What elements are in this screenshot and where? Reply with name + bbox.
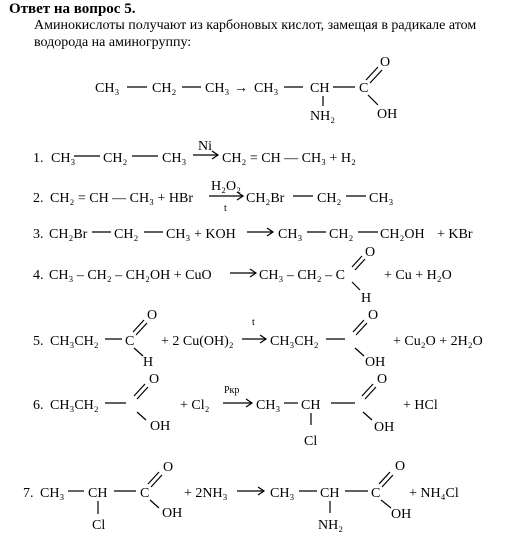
aldehyde-o: O xyxy=(365,245,376,260)
double-bond-line xyxy=(133,320,144,332)
chloro: Cl xyxy=(92,518,106,533)
carbonyl-c: C xyxy=(140,486,150,501)
double-bond-line xyxy=(365,387,376,399)
product: CH₂ xyxy=(317,191,342,206)
reaction-3 xyxy=(33,227,473,242)
scheme-ch2: CH₂ xyxy=(152,81,177,96)
reactant: CH₃CH₂ xyxy=(50,334,99,349)
chloro: Cl xyxy=(304,434,318,449)
scheme-o: O xyxy=(380,55,391,70)
reactant: CH₃ xyxy=(51,151,76,166)
reaction-1 xyxy=(33,139,356,166)
product: CH₃ xyxy=(270,486,295,501)
aldehyde-h: H xyxy=(143,355,154,370)
reaction-6 xyxy=(33,372,438,449)
reagent: + Cl₂ xyxy=(180,398,210,413)
acid-o: O xyxy=(395,459,406,474)
double-bond-line xyxy=(137,387,148,399)
reactant: CH xyxy=(88,486,108,501)
aldehyde-h: H xyxy=(361,291,372,306)
double-bond-line xyxy=(366,67,378,80)
reagent: + 2NH₃ xyxy=(184,486,228,501)
double-bond-line xyxy=(353,320,364,332)
condition: Pкр xyxy=(224,385,240,396)
byproduct: + NH₄Cl xyxy=(409,486,459,501)
acid-o: O xyxy=(149,372,160,387)
double-bond-line xyxy=(148,472,159,484)
double-bond-line xyxy=(151,475,162,487)
reactants: CH₃ – CH₂ – CH₂OH + CuO xyxy=(49,268,212,283)
condition: t xyxy=(252,317,255,328)
product: CH₃ xyxy=(278,227,303,242)
product: CH₃CH₂ xyxy=(270,334,319,349)
acid-oh: OH xyxy=(162,506,183,521)
reactants: CH₂ = CH — CH₃ + HBr xyxy=(50,191,194,206)
bond-line xyxy=(150,500,159,508)
product: CH₃ xyxy=(256,398,281,413)
reaction-number: 1. xyxy=(33,151,44,166)
double-bond-line xyxy=(352,256,362,267)
product: CH₃ – CH₂ – C xyxy=(259,268,345,283)
acid-o: O xyxy=(368,308,379,323)
condition: Ni xyxy=(198,139,212,154)
bond-line xyxy=(363,412,372,420)
intro-paragraph: Аминокислоты получают из карбоновых кислот, замещая в радикале атом водорода на аминогруппу: xyxy=(34,18,477,50)
reactant: CH₃ xyxy=(40,486,65,501)
reaction-2 xyxy=(33,179,393,214)
product: CH₂ xyxy=(329,227,354,242)
double-bond-line xyxy=(362,384,373,396)
answer-heading: Ответ на вопрос 5. xyxy=(9,1,136,17)
double-bond-line xyxy=(136,323,147,335)
reaction-number: 6. xyxy=(33,398,44,413)
double-bond-line xyxy=(355,259,365,270)
double-bond-line xyxy=(382,475,393,487)
reaction-7 xyxy=(23,459,459,533)
reaction-number: 5. xyxy=(33,334,44,349)
acid-oh: OH xyxy=(150,419,171,434)
reactant: CH₃ xyxy=(162,151,187,166)
aldehyde-o: O xyxy=(147,308,158,323)
double-bond-line xyxy=(379,472,390,484)
acid-oh: OH xyxy=(365,355,386,370)
bond-line xyxy=(137,412,146,420)
scheme-arrow: → xyxy=(234,81,248,96)
reactant: CH₃CH₂ xyxy=(50,398,99,413)
condition: H₂O₂ xyxy=(211,179,241,194)
byproducts: + Cu + H₂O xyxy=(384,268,452,283)
acid-oh: OH xyxy=(391,507,412,522)
bond-line xyxy=(134,348,143,356)
scheme-ch3-3: CH₃ xyxy=(254,81,279,96)
scheme-ch3-2: CH₃ xyxy=(205,81,230,96)
byproduct: + KBr xyxy=(437,227,473,242)
bond-line xyxy=(355,348,364,356)
byproducts: + Cu₂O + 2H₂O xyxy=(393,334,483,349)
carbonyl-c: C xyxy=(371,486,381,501)
product: CH xyxy=(301,398,321,413)
reagent: + KOH xyxy=(194,227,236,242)
amino: NH₂ xyxy=(318,518,344,533)
condition: t xyxy=(224,203,227,214)
reactant: CH₂Br xyxy=(49,227,88,242)
scheme-c: C xyxy=(359,81,369,96)
general-scheme xyxy=(95,55,397,124)
acid-o: O xyxy=(163,460,174,475)
bond-line xyxy=(368,95,378,105)
reaction-number: 2. xyxy=(33,191,44,206)
bond-line xyxy=(352,282,360,290)
byproduct: + HCl xyxy=(403,398,438,413)
acid-o: O xyxy=(377,372,388,387)
bond-line xyxy=(381,500,391,508)
reactant: CH₂ xyxy=(103,151,128,166)
carbonyl-c: C xyxy=(125,334,135,349)
reaction-number: 3. xyxy=(33,227,44,242)
scheme-nh2: NH₂ xyxy=(310,109,336,124)
reaction-number: 4. xyxy=(33,268,44,283)
product: CH₂Br xyxy=(246,191,285,206)
double-bond-line xyxy=(134,384,145,396)
reagent: + 2 Cu(OH)₂ xyxy=(161,334,234,349)
scheme-oh: OH xyxy=(377,107,398,122)
reactant: CH₂ xyxy=(114,227,139,242)
product: CH₂OH xyxy=(380,227,425,242)
double-bond-line xyxy=(370,70,382,83)
reaction-4 xyxy=(33,245,452,306)
reactant: CH₃ xyxy=(166,227,191,242)
product: CH xyxy=(320,486,340,501)
scheme-ch3-1: CH₃ xyxy=(95,81,120,96)
products: CH₂ = CH — CH₃ + H₂ xyxy=(222,151,356,166)
product: CH₃ xyxy=(369,191,394,206)
reaction-5 xyxy=(33,308,483,370)
scheme-ch: CH xyxy=(310,81,330,96)
acid-oh: OH xyxy=(374,420,395,435)
reaction-number: 7. xyxy=(23,486,34,501)
double-bond-line xyxy=(356,323,367,335)
